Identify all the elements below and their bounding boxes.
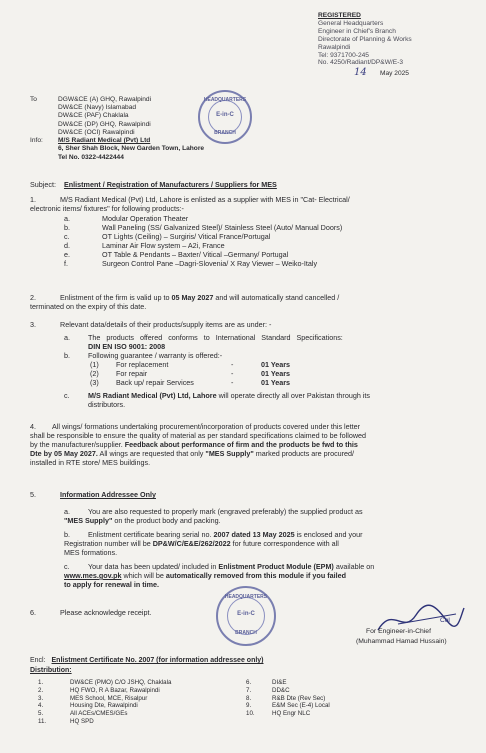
product-item: OT Lights (Ceiling) – Surgiris/ Vitical France/Portugal xyxy=(102,232,271,241)
para-text: on the product body and packing. xyxy=(112,516,221,525)
item-letter: b. xyxy=(64,223,70,232)
letter-date: May 2025 xyxy=(380,70,409,78)
product-item: Modular Operation Theater xyxy=(102,214,189,223)
warranty-type: Back up/ repair Services xyxy=(116,378,194,387)
item-letter: a. xyxy=(64,333,70,342)
para-text: Following guarantee / warranty is offered:- xyxy=(88,351,223,360)
distribution-label: Distribution: xyxy=(30,667,72,674)
item-letter: c. xyxy=(64,391,70,400)
letterhead-line: Engineer in Chief's Branch xyxy=(318,27,396,35)
para-number: 1. xyxy=(30,195,36,204)
dist-item: DI&E xyxy=(272,679,287,686)
para-text: Relevant data/details of their products/supply items are as under: - xyxy=(60,320,272,329)
warranty-num: (2) xyxy=(90,369,99,378)
item-letter: d. xyxy=(64,241,70,250)
item-letter: a. xyxy=(64,507,70,516)
to-label: To xyxy=(30,96,37,103)
dist-num: 3. xyxy=(38,694,44,702)
dist-num: 8. xyxy=(246,694,252,702)
letterhead xyxy=(318,12,478,79)
removal-warning: automatically removed from this module if you failed xyxy=(165,571,346,580)
para-text: MES formations. xyxy=(64,548,118,557)
para-text: All wings are requested that only xyxy=(97,449,206,458)
recipient: DW&CE (Navy) Islamabad xyxy=(58,104,137,112)
paragraph-4 xyxy=(30,422,460,467)
reference-number: No. 4250/Radiant/DP&W/E-3 xyxy=(318,59,404,67)
para-number: 2. xyxy=(30,293,36,302)
enclosure-line xyxy=(30,657,264,666)
paragraph-5 xyxy=(30,490,460,589)
section-heading: Information Addressee Only xyxy=(60,490,156,499)
letterhead-line: Directorate of Planning & Works xyxy=(318,35,412,43)
office-seal-top xyxy=(198,90,252,144)
mes-supply-mark: "MES Supply" xyxy=(64,516,113,525)
product-item: Laminar Air Flow system – A2i, France xyxy=(102,241,225,250)
letterhead-line: General Headquarters xyxy=(318,19,384,27)
dist-item: MES School, MCE, Risalpur xyxy=(70,694,148,702)
recipient: DW&CE (DP) GHQ, Rawalpindi xyxy=(58,120,151,128)
product-item: Surgeon Control Pane –Dagri-Slovenia/ X Ray Viewer – Weiko-Italy xyxy=(102,259,318,268)
seal-text: E-in-C xyxy=(237,611,255,617)
dist-item: HQ SPD xyxy=(70,717,94,725)
firm-name: M/S Radiant Medical (Pvt) Ltd, Lahore xyxy=(88,391,217,400)
paragraph-1 xyxy=(30,195,460,268)
dist-item: Housing Dte, Rawalpindi xyxy=(70,702,138,710)
para-text: You are also requested to properly mark (engraved preferably) the supplied product as xyxy=(88,507,363,516)
info-line: M/S Radiant Medical (Pvt) Ltd xyxy=(58,137,151,145)
standard-spec: DIN EN ISO 9001: 2008 xyxy=(88,342,166,351)
letterhead-line: Tel: 9371700-245 xyxy=(318,51,369,59)
warranty-dash: - xyxy=(231,378,234,387)
mes-supply-mark: "MES Supply" xyxy=(205,449,254,458)
para-text: installed in RTE store/ MES buildings. xyxy=(30,458,151,467)
seal-text: HEADQUARTERS xyxy=(224,594,268,600)
subject-text: Enlistment / Registration of Manufacturers / Suppliers for MES xyxy=(63,180,277,189)
dist-item: HQ Engr NLC xyxy=(272,710,311,717)
para-text: M/S Radiant Medical (Pvt) Ltd, Lahore is enlisted as a supplier with MES in "Cat- Electrical/ xyxy=(60,195,350,204)
dist-item: HQ FWO, R A Bazar, Rawalpindi xyxy=(70,686,160,694)
registration-number: DP&W/C/E&E/262/2022 xyxy=(152,539,231,548)
para-text: for future correspondence with all xyxy=(230,539,339,548)
warranty-num: (3) xyxy=(90,378,99,387)
feedback-date: Dte by 05 May 2027. xyxy=(30,449,98,458)
dist-num: 6. xyxy=(246,679,252,686)
recipient: DW&CE (PAF) Chaklala xyxy=(58,112,129,120)
dist-item: All ACEs/CMES/GEs xyxy=(70,710,128,717)
dist-num: 11. xyxy=(38,717,47,725)
dist-num: 1. xyxy=(38,679,44,686)
warranty-period: 01 Years xyxy=(261,369,291,378)
paragraph-6 xyxy=(30,608,152,617)
para-text: marked products are procured/ xyxy=(253,449,355,458)
recipient: DW&CE (OCI) Rawalpindi xyxy=(58,128,135,136)
distribution-right xyxy=(246,679,446,718)
para-text: Please acknowledge receipt. xyxy=(60,608,152,617)
item-letter: a. xyxy=(64,214,70,223)
paragraph-2 xyxy=(30,293,460,311)
distribution-left xyxy=(38,679,238,726)
warranty-period: 01 Years xyxy=(261,360,291,369)
para-text: terminated on the expiry of this date. xyxy=(30,302,147,311)
para-text: available on xyxy=(333,562,375,571)
epm-module: Enlistment Product Module (EPM) xyxy=(218,562,334,571)
item-letter: b. xyxy=(64,351,70,360)
subject-line xyxy=(30,180,277,189)
para-text: shall be responsible to ensure the quality of material as per standard specifications claimed to be followed xyxy=(30,431,367,440)
dist-num: 7. xyxy=(246,686,252,694)
item-letter: c. xyxy=(64,562,70,571)
renewal-warning: to apply for renewal in time. xyxy=(64,580,160,589)
encl-label: Encl: xyxy=(30,657,46,664)
para-text: Your data has been updated/ included in xyxy=(88,562,219,571)
warranty-dash: - xyxy=(231,369,234,378)
addressee-block xyxy=(30,96,204,162)
signatory-rank: Col xyxy=(440,617,450,624)
recipient: DGW&CE (A) GHQ, Rawalpindi xyxy=(58,96,152,103)
seal-text: HEADQUARTERS xyxy=(203,97,247,103)
office-seal-bottom xyxy=(216,586,276,646)
para-text: All wings/ formations undertaking procurement/incorporation of products covered under this letter xyxy=(52,422,361,431)
seal-text: BRANCH xyxy=(214,130,236,136)
para-number: 5. xyxy=(30,490,36,499)
signatory-name: (Muhammad Hamad Hussain) xyxy=(356,638,447,645)
info-line: Tel No. 0322-4422444 xyxy=(58,153,124,161)
product-item: OT Table & Pendants – Baxter/ Vitical –Germany/ Portugal xyxy=(102,250,289,259)
seal-text: E-in-C xyxy=(216,112,234,118)
para-number: 3. xyxy=(30,320,36,329)
seal-text: BRANCH xyxy=(235,630,257,636)
encl-text: Enlistment Certificate No. 2007 (for information addressee only) xyxy=(51,657,264,664)
validity-date: 05 May 2027 xyxy=(171,293,214,302)
warranty-period: 01 Years xyxy=(261,378,291,387)
para-number: 6. xyxy=(30,608,36,617)
para-text: distributors. xyxy=(88,400,126,409)
subject-label: Subject: xyxy=(30,180,56,189)
info-line: 6, Sher Shah Block, New Garden Town, Lahore xyxy=(58,145,205,153)
warranty-num: (1) xyxy=(90,360,99,369)
para-number: 4. xyxy=(30,422,36,431)
dist-num: 2. xyxy=(38,686,44,694)
info-label: Info: xyxy=(30,137,43,145)
para-text: Enlistment of the firm is valid up to xyxy=(60,293,172,302)
dist-item: DW&CE (PMO) C/O JSHQ, Chaklala xyxy=(70,679,172,686)
warranty-type: For repair xyxy=(116,369,148,378)
para-text: which will be xyxy=(121,571,166,580)
para-text: electronic items/ fixtures" for following products:- xyxy=(30,204,184,213)
para-text: Registration number will be xyxy=(64,539,153,548)
website-link[interactable]: www.mes.gov.pk xyxy=(64,571,122,580)
certificate-ref: 2007 dated 13 May 2025 xyxy=(213,530,295,539)
dist-item: E&M Sec (E-4) Local xyxy=(272,702,330,710)
para-text: is enclosed and your xyxy=(294,530,363,539)
letterhead-line: Rawalpindi xyxy=(318,43,351,51)
para-text: and will automatically stand cancelled / xyxy=(213,293,340,302)
item-letter: c. xyxy=(64,232,70,241)
item-letter: f. xyxy=(64,259,68,268)
handwritten-day: 14 xyxy=(354,67,367,79)
dist-num: 5. xyxy=(38,710,44,717)
paragraph-3 xyxy=(30,320,460,409)
para-text: The products offered conforms to International Standard Specifications: xyxy=(88,333,343,342)
dist-num: 10. xyxy=(246,710,255,717)
feedback-text: Feedback about performance of firm and the products be fwd to this xyxy=(124,440,358,449)
signatory-for: For Engineer-in-Chief xyxy=(366,628,431,635)
product-item: Wall Paneling (SS/ Galvanized Steel)/ Stainless Steel (Auto/ Manual Doors) xyxy=(102,223,343,232)
dist-num: 4. xyxy=(38,702,44,710)
para-text: will operate directly all over Pakistan through its xyxy=(216,391,370,400)
item-letter: e. xyxy=(64,250,70,259)
dist-item: DD&C xyxy=(272,686,290,694)
dist-num: 9. xyxy=(246,702,252,710)
dist-item: R&B Dte (Rev Sec) xyxy=(272,694,326,702)
para-text: Enlistment certificate bearing serial no. xyxy=(88,530,214,539)
warranty-type: For replacement xyxy=(116,360,169,369)
para-text: by the manufacturer/supplier. xyxy=(30,440,125,449)
registered-label: REGISTERED xyxy=(318,12,361,19)
warranty-dash: - xyxy=(231,360,234,369)
item-letter: b. xyxy=(64,530,70,539)
